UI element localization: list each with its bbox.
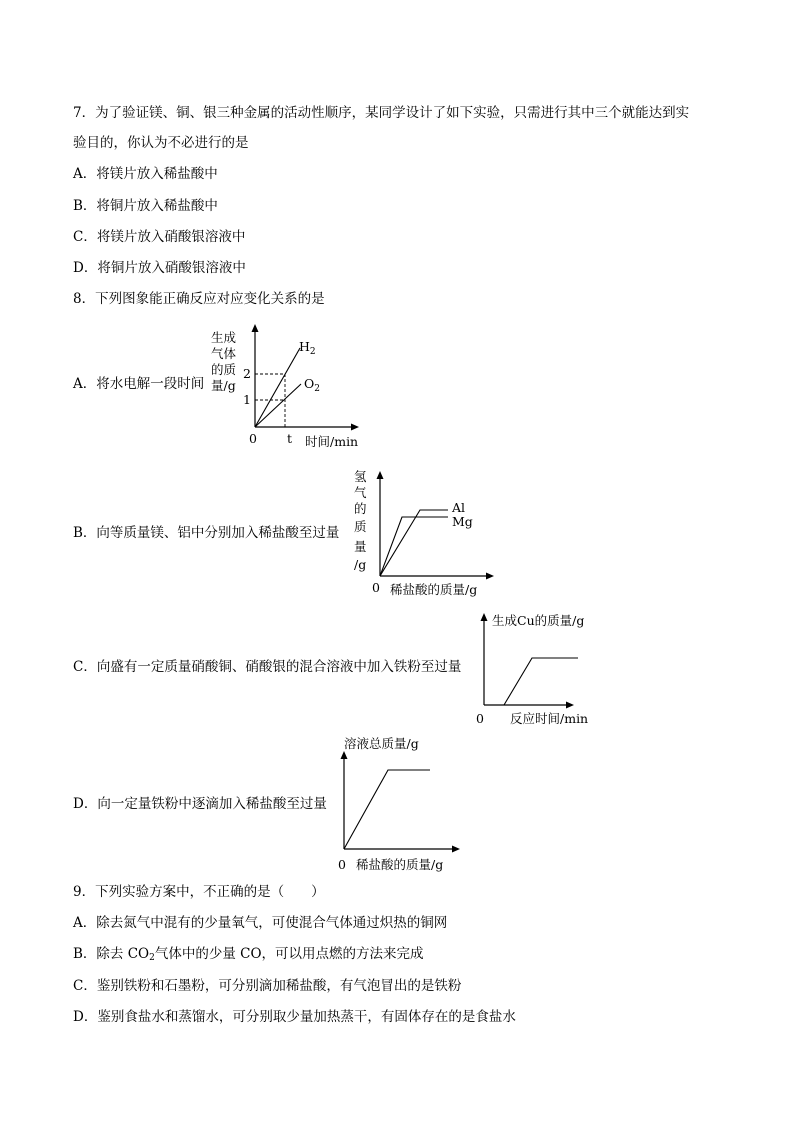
q7-option-b: B．将铜片放入稀盐酸中 <box>73 198 218 214</box>
graph-a <box>205 322 375 452</box>
graph-c-xlabel: 反应时间/min <box>510 711 589 726</box>
q9-option-d: D．鉴别食盐水和蒸馏水，可分别取少量加热蒸干，有固体存在的是食盐水 <box>73 1009 516 1025</box>
graph-c <box>470 605 610 730</box>
graph-b-label-al: Al <box>452 500 466 515</box>
graph-d-curve <box>344 770 430 849</box>
graph-b-label-mg: Mg <box>452 514 473 529</box>
graph-d <box>330 735 480 875</box>
q8-option-c: C．向盛有一定质量硝酸铜、硝酸银的混合溶液中加入铁粉至过量 <box>73 659 462 675</box>
graph-c-ylabel: 生成Cu的质量/g <box>492 613 585 628</box>
q9-stem: 9．下列实验方案中，不正确的是（ ） <box>73 884 325 900</box>
q7-option-c: C．将镁片放入硝酸银溶液中 <box>73 229 246 245</box>
graph-b-origin: 0 <box>372 580 380 595</box>
q8-option-b: B．向等质量镁、铝中分别加入稀盐酸至过量 <box>73 525 340 541</box>
graph-c-y-arrow <box>481 613 488 621</box>
q7-option-d: D．将铜片放入硝酸银溶液中 <box>73 260 246 276</box>
graph-d-ylabel: 溶液总质量/g <box>344 736 419 751</box>
q7-stem-line2: 验目的，你认为不必进行的是 <box>73 135 249 151</box>
graph-b-y-arrow <box>377 471 384 479</box>
graph-a-ylabel-3: 的质 <box>211 362 237 377</box>
graph-b-ylabel-4: 质 <box>354 519 367 534</box>
graph-a-ytick-2: 2 <box>243 366 251 381</box>
graph-a-x-arrow <box>351 424 359 431</box>
graph-c-x-arrow <box>566 702 574 709</box>
graph-b-al-line <box>380 510 448 576</box>
graph-b <box>350 463 510 603</box>
graph-d-origin: 0 <box>338 857 346 872</box>
graph-b-x-arrow <box>486 573 494 580</box>
graph-a-origin: 0 <box>249 431 257 446</box>
q8-option-a: A．将水电解一段时间 <box>73 376 205 392</box>
graph-b-ylabel-1: 氢 <box>354 469 367 484</box>
graph-a-ylabel-4: 量/g <box>211 378 236 393</box>
graph-b-ylabel-3: 的 <box>354 501 367 516</box>
q9-option-c: C．鉴别铁粉和石墨粉，可分别滴加稀盐酸，有气泡冒出的是铁粉 <box>73 978 462 994</box>
graph-a-ylabel-2: 气体 <box>211 346 237 361</box>
graph-a-xtick-t: t <box>287 431 293 446</box>
graph-c-curve <box>484 658 578 705</box>
q7-option-a: A．将镁片放入稀盐酸中 <box>73 166 218 182</box>
q8-stem: 8．下列图象能正确反应对应变化关系的是 <box>73 291 325 307</box>
graph-d-x-arrow <box>452 846 460 853</box>
graph-b-xlabel: 稀盐酸的质量/g <box>390 582 478 597</box>
graph-a-ytick-1: 1 <box>243 392 251 407</box>
graph-b-ylabel-5: 量 <box>354 539 367 554</box>
q9-option-b <box>73 945 424 967</box>
q9-option-b-suffix: 气体中的少量 CO，可以用点燃的方法来完成 <box>154 946 424 962</box>
graph-d-y-arrow <box>341 751 348 759</box>
graph-a-label-h2: $H_2$ <box>299 339 316 357</box>
q9-option-b-sub: 2 <box>149 953 155 963</box>
q8-option-d: D．向一定量铁粉中逐滴加入稀盐酸至过量 <box>73 796 327 812</box>
q9-option-a: A．除去氮气中混有的少量氧气，可使混合气体通过炽热的铜网 <box>73 915 448 931</box>
graph-b-mg-line <box>380 517 448 576</box>
graph-b-ylabel-6: /g <box>354 557 367 572</box>
graph-a-xlabel: 时间/min <box>305 434 359 449</box>
q7-stem-line1: 7．为了验证镁、铜、银三种金属的活动性顺序，某同学设计了如下实验，只需进行其中三个就能达到实 <box>73 105 690 121</box>
graph-b-ylabel-2: 气 <box>354 485 367 500</box>
graph-d-xlabel: 稀盐酸的质量/g <box>356 857 444 872</box>
q9-option-b-prefix: B．除去 CO <box>73 946 150 962</box>
graph-a-o2-line <box>255 384 301 427</box>
graph-c-origin: 0 <box>476 711 484 726</box>
graph-a-ylabel-1: 生成 <box>211 330 237 345</box>
graph-a-label-o2: $O_2$ <box>304 376 320 394</box>
graph-a-h2-line <box>255 348 300 427</box>
graph-a-y-arrow <box>252 324 259 332</box>
